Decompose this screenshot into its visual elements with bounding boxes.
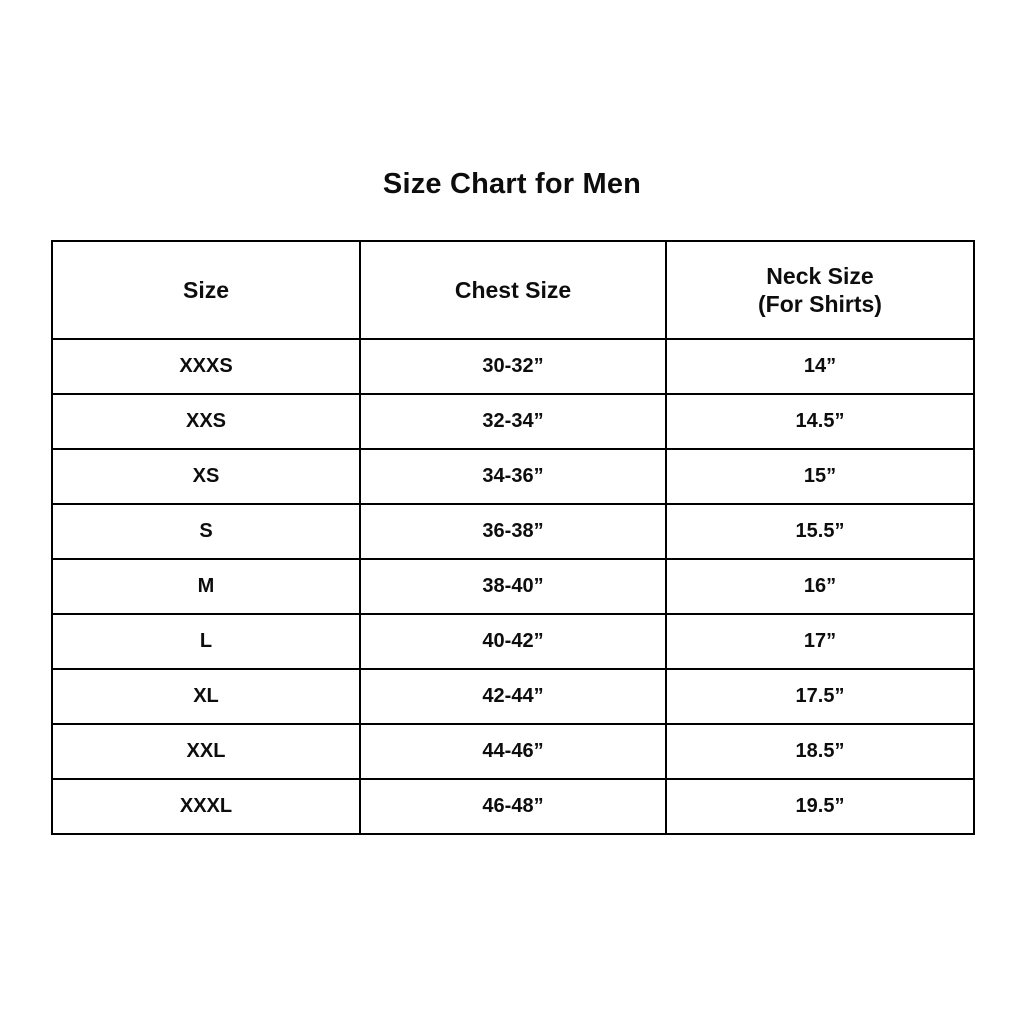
cell-neck: 14” <box>666 339 974 394</box>
cell-chest: 34-36” <box>360 449 666 504</box>
column-header-chest-size-label: Chest Size <box>454 276 572 303</box>
table-row <box>52 724 974 779</box>
cell-size: XXS <box>52 394 360 449</box>
column-header-neck-size-label: Neck Size <box>766 262 874 289</box>
table-header-row <box>52 241 974 339</box>
cell-size: XXXS <box>52 339 360 394</box>
column-header-size-label: Size <box>182 276 230 303</box>
table-row <box>52 339 974 394</box>
cell-chest: 44-46” <box>360 724 666 779</box>
table-row <box>52 394 974 449</box>
cell-chest: 36-38” <box>360 504 666 559</box>
cell-size: L <box>52 614 360 669</box>
page-title: Size Chart for Men <box>382 168 642 200</box>
cell-neck: 17.5” <box>666 669 974 724</box>
cell-chest: 32-34” <box>360 394 666 449</box>
cell-size: XS <box>52 449 360 504</box>
column-header-neck-size <box>666 241 974 339</box>
table-body <box>52 339 974 834</box>
cell-neck: 14.5” <box>666 394 974 449</box>
table-row <box>52 669 974 724</box>
cell-chest: 46-48” <box>360 779 666 834</box>
cell-size: XL <box>52 669 360 724</box>
cell-neck: 15.5” <box>666 504 974 559</box>
cell-neck: 16” <box>666 559 974 614</box>
cell-size: XXL <box>52 724 360 779</box>
cell-chest: 40-42” <box>360 614 666 669</box>
table-row <box>52 449 974 504</box>
cell-size: M <box>52 559 360 614</box>
cell-chest: 30-32” <box>360 339 666 394</box>
table-header <box>52 241 974 339</box>
column-header-size <box>52 241 360 339</box>
table-row <box>52 614 974 669</box>
cell-neck: 18.5” <box>666 724 974 779</box>
column-header-chest-size <box>360 241 666 339</box>
cell-neck: 15” <box>666 449 974 504</box>
cell-neck: 17” <box>666 614 974 669</box>
size-chart-table-container <box>51 240 973 835</box>
table-row <box>52 559 974 614</box>
size-chart-table <box>51 240 975 835</box>
cell-chest: 38-40” <box>360 559 666 614</box>
table-row <box>52 504 974 559</box>
cell-size: S <box>52 504 360 559</box>
cell-chest: 42-44” <box>360 669 666 724</box>
table-row <box>52 779 974 834</box>
cell-size: XXXL <box>52 779 360 834</box>
cell-neck: 19.5” <box>666 779 974 834</box>
column-header-neck-size-sublabel: (For Shirts) <box>758 291 882 317</box>
